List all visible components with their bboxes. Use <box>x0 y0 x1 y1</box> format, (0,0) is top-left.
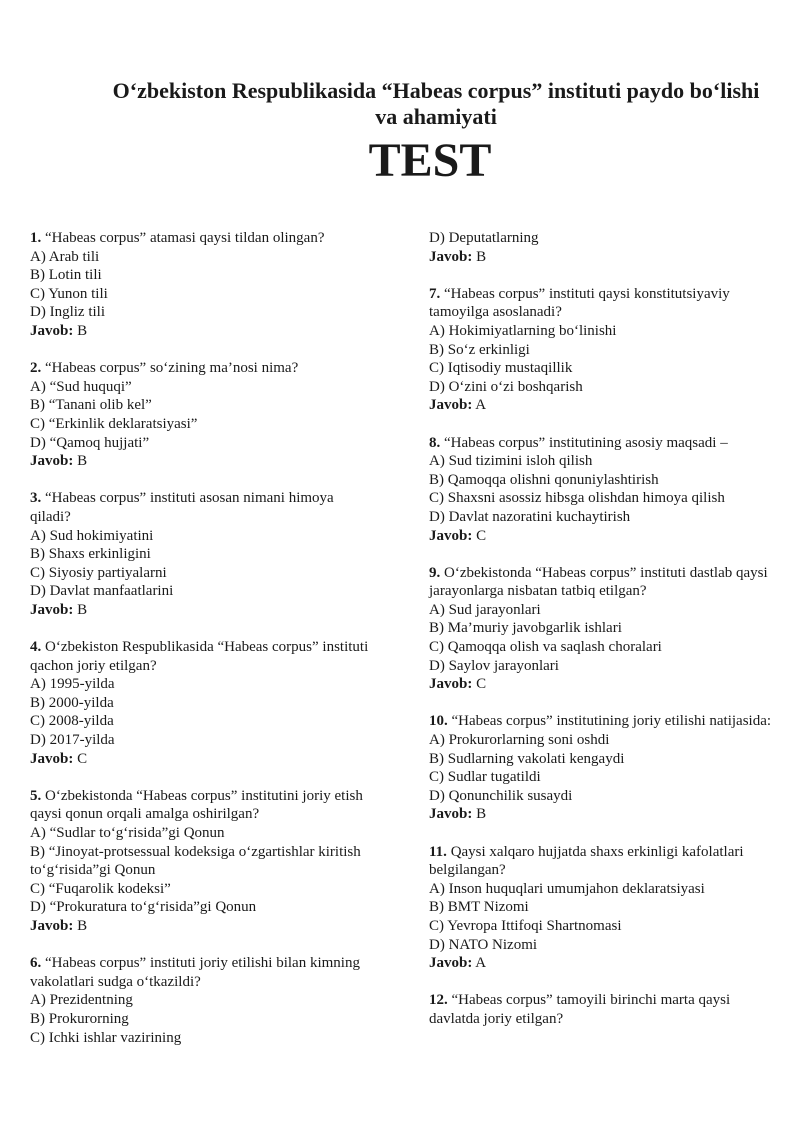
answer-label: Javob: <box>429 955 473 972</box>
answer-option: B) 2000-yilda <box>30 694 114 711</box>
answer-label: Javob: <box>30 322 74 339</box>
answer-option: B) Prokurorning <box>30 1010 129 1027</box>
answer-line <box>30 601 375 620</box>
question-block-12 <box>429 991 774 1028</box>
question-label: “Habeas corpus” atamasi qaysi tildan olingan? <box>45 230 325 246</box>
answer-option: A) Sud tizimini isloh qilish <box>429 453 593 470</box>
answer-value: B <box>77 601 88 618</box>
answer-option: D) O‘zini o‘zi boshqarish <box>429 378 583 395</box>
question-text <box>30 954 375 991</box>
answer-option: C) Shaxsni asossiz hibsga olishdan himoya qilish <box>429 490 725 507</box>
answer-option: B) BMT Nizomi <box>429 899 529 916</box>
answer-value: C <box>77 750 88 767</box>
answer-label: Javob: <box>429 397 473 414</box>
question-block-6 <box>30 954 375 1047</box>
answer-option: A) “Sudlar to‘g‘risida”gi Qonun <box>30 825 225 841</box>
answer-label: Javob: <box>30 601 74 618</box>
question-label: “Habeas corpus” institutining joriy etilishi natijasida: <box>451 713 772 730</box>
question-text <box>30 359 375 378</box>
answer-option: B) “Jinoyat-protsessual kodeksiga o‘zgartishlar kiritish to‘g‘risida”gi Qonun <box>30 843 361 879</box>
answer-label: Javob: <box>429 806 473 823</box>
question-text <box>30 229 375 248</box>
question-number: 5. <box>30 787 42 804</box>
document-subtitle: TEST <box>368 134 492 187</box>
answer-value: B <box>476 248 487 265</box>
question-text <box>429 434 774 453</box>
question-number: 9. <box>429 564 441 581</box>
question-label: “Habeas corpus” tamoyili birinchi marta qaysi davlatda joriy etilgan? <box>429 992 731 1027</box>
answer-option: A) Prezidentning <box>30 992 133 1009</box>
answer-option: A) 1995-yilda <box>30 676 115 693</box>
right-column <box>429 229 774 1029</box>
question-number: 8. <box>429 434 441 451</box>
answer-option: D) NATO Nizomi <box>429 936 538 953</box>
answer-value: B <box>476 806 487 823</box>
answer-value: B <box>77 917 88 934</box>
answer-option: B) Qamoqqa olishni qonuniylashtirish <box>429 471 659 488</box>
question-number: 6. <box>30 955 42 972</box>
question-text <box>30 489 375 526</box>
question-text <box>30 787 375 824</box>
question-block-7 <box>429 285 774 415</box>
question-text <box>30 638 375 675</box>
question-block-3 <box>30 489 375 619</box>
answer-option: C) Qamoqqa olish va saqlash choralari <box>429 639 662 656</box>
question-block-8 <box>429 434 774 546</box>
answer-line <box>429 396 774 415</box>
answer-option: A) Sud jarayonlari <box>429 601 541 618</box>
question-text <box>429 991 774 1028</box>
question-block-10 <box>429 712 774 824</box>
answer-line <box>30 750 375 769</box>
answer-option: B) “Tanani olib kel” <box>30 397 152 414</box>
question-number: 1. <box>30 230 42 246</box>
answer-value: B <box>77 453 88 470</box>
answer-option: C) Yunon tili <box>30 285 108 302</box>
answer-value: B <box>77 322 88 339</box>
answer-option: C) “Erkinlik deklaratsiyasi” <box>30 415 198 432</box>
answer-option: B) Sudlarning vakolati kengaydi <box>429 750 625 767</box>
answer-option: B) Lotin tili <box>30 267 102 284</box>
answer-option: B) Ma’muriy javobgarlik ishlari <box>429 620 622 637</box>
question-block-5 <box>30 787 375 936</box>
question-block-11 <box>429 843 774 973</box>
question-number: 11. <box>429 843 447 860</box>
left-column <box>30 229 375 1047</box>
question-label: O‘zbekistonda “Habeas corpus” instituti dastlab qaysi jarayonlarga nisbatan tatbiq etilgan? <box>429 564 768 600</box>
question-text <box>429 564 774 601</box>
answer-value: A <box>475 955 487 972</box>
question-number: 12. <box>429 992 448 1009</box>
question-label: Qaysi xalqaro hujjatda shaxs erkinligi kafolatlari belgilangan? <box>429 843 744 879</box>
answer-line <box>429 954 774 973</box>
answer-option: D) 2017-yilda <box>30 732 115 749</box>
question-number: 10. <box>429 713 448 730</box>
answer-option: D) Saylov jarayonlari <box>429 657 559 674</box>
answer-label: Javob: <box>429 676 473 693</box>
answer-value: C <box>476 676 487 693</box>
question-label: “Habeas corpus” instituti joriy etilishi bilan kimning vakolatlari sudga o‘tkazildi? <box>30 955 360 990</box>
answer-option: A) Prokurorlarning soni oshdi <box>429 732 610 749</box>
answer-option: D) “Prokuratura to‘g‘risida”gi Qonun <box>30 899 257 916</box>
question-block-1 <box>30 229 375 341</box>
answer-label: Javob: <box>30 750 74 767</box>
answer-option: C) Siyosiy partiyalarni <box>30 564 167 581</box>
question-text <box>429 712 774 731</box>
question-number: 3. <box>30 490 42 507</box>
answer-value: C <box>476 527 487 544</box>
question-number: 2. <box>30 360 42 377</box>
answer-label: Javob: <box>30 453 74 470</box>
answer-line <box>30 452 375 471</box>
question-block-9 <box>429 564 774 694</box>
answer-line <box>429 675 774 694</box>
question-number: 4. <box>30 639 42 656</box>
answer-option: D) Davlat nazoratini kuchaytirish <box>429 508 631 525</box>
question-label: “Habeas corpus” instituti asosan nimani himoya qiladi? <box>30 490 334 525</box>
answer-option: A) Arab tili <box>30 248 100 265</box>
answer-line <box>429 527 774 546</box>
answer-option: A) Hokimiyatlarning bo‘linishi <box>429 322 617 339</box>
answer-option: A) Inson huquqlari umumjahon deklaratsiyasi <box>429 880 705 897</box>
answer-option: D) “Qamoq hujjati” <box>30 434 150 451</box>
document-title: O‘zbekiston Respublikasida “Habeas corpus” instituti paydo bo‘lishi va ahamiyati <box>112 78 760 129</box>
answer-option: D) Qonunchilik susaydi <box>429 787 573 804</box>
question-text <box>429 843 774 880</box>
answer-option: A) “Sud huquqi” <box>30 378 132 395</box>
answer-option: C) 2008-yilda <box>30 713 114 730</box>
answer-label: Javob: <box>429 248 473 265</box>
answer-option: C) “Fuqarolik kodeksi” <box>30 880 171 897</box>
answer-line <box>30 322 375 341</box>
question-block-2 <box>30 359 375 471</box>
question-label: “Habeas corpus” instituti qaysi konstitutsiyaviy tamoyilga asoslanadi? <box>429 285 730 321</box>
answer-label: Javob: <box>429 527 473 544</box>
question-label: O‘zbekiston Respublikasida “Habeas corpus” instituti qachon joriy etilgan? <box>30 639 369 674</box>
answer-label: Javob: <box>30 917 74 934</box>
answer-option: C) Iqtisodiy mustaqillik <box>429 360 573 377</box>
answer-option: C) Ichki ishlar vazirining <box>30 1029 182 1046</box>
question-label: “Habeas corpus” institutining asosiy maqsadi – <box>444 434 728 451</box>
answer-option: C) Yevropa Ittifoqi Shartnomasi <box>429 917 622 934</box>
question-6-continuation <box>429 229 774 266</box>
question-label: “Habeas corpus” so‘zining ma’nosi nima? <box>45 360 299 377</box>
answer-option: D) Deputatlarning <box>429 230 539 246</box>
answer-option: B) So‘z erkinligi <box>429 341 530 358</box>
answer-line <box>429 248 774 267</box>
answer-option: C) Sudlar tugatildi <box>429 769 541 786</box>
question-label: O‘zbekistonda “Habeas corpus” institutini joriy etish qaysi qonun orqali amalga oshirilgan? <box>30 787 363 823</box>
answer-line <box>30 917 375 936</box>
answer-line <box>429 805 774 824</box>
answer-option: D) Ingliz tili <box>30 304 105 321</box>
answer-option: A) Sud hokimiyatini <box>30 527 154 544</box>
answer-option: D) Davlat manfaatlarini <box>30 583 174 600</box>
question-number: 7. <box>429 285 441 302</box>
answer-option: B) Shaxs erkinligini <box>30 546 151 563</box>
question-text <box>429 285 774 322</box>
question-block-4 <box>30 638 375 768</box>
answer-value: A <box>475 397 487 414</box>
